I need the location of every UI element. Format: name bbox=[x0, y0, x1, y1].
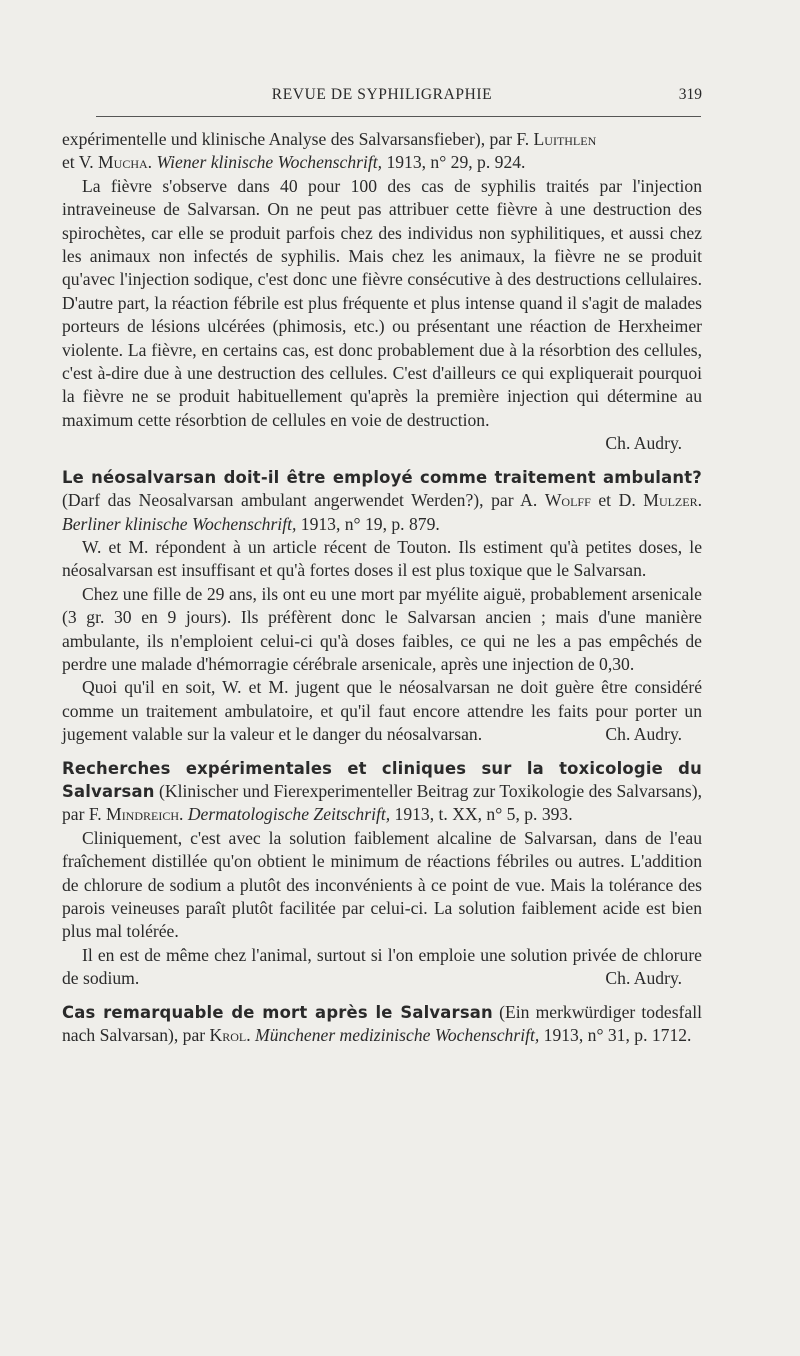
author-name: Mindreich bbox=[106, 804, 180, 825]
signature: Ch. Audry. bbox=[605, 968, 682, 989]
abstract-paragraph: W. et M. répondent à un article récent de Touton. Ils estiment qu'à petites doses, le néosalvarsan est insuffisant et qu'à fortes doses il est plus toxique que le Salvarsan. bbox=[62, 536, 702, 581]
abstract-paragraph bbox=[62, 676, 702, 746]
journal-name: Wiener klinische Wochenschrift, bbox=[156, 152, 383, 173]
journal-name: Dermatologische Zeitschrift, bbox=[187, 804, 391, 825]
abstract-paragraph: Cliniquement, c'est avec la solution faiblement alcaline de Salvarsan, dans de l'eau fraîchement distillée qu'on obtient le minimum de réactions fébriles ou autres. L'addition de chlorure de sodium a plutôt des inconvénients à ce point de vue. Mais la tolérance des parois veineuses paraît plutôt facilitée par celui-ci. La solution faiblement acide est bien plus mal tolérée. bbox=[62, 827, 702, 942]
review-entry bbox=[62, 466, 702, 747]
abstract-text: Il en est de même chez l'animal, surtout si l'on emploie une solution privée de chlorure de sodium. bbox=[62, 944, 702, 989]
citation-text: et D. bbox=[590, 490, 644, 511]
entry-title: Cas remarquable de mort après le Salvarsan bbox=[62, 1002, 493, 1022]
abstract-paragraph: La fièvre s'observe dans 40 pour 100 des cas de syphilis traités par l'injection intraveineuse de Salvarsan. On ne peut pas attribuer cette fièvre à une destruction des spirochètes, car elle se produit parfois chez des individus non syphilitiques, et aussi chez les animaux non infectés de syphilis. Mais chez les animaux, la fièvre ne se produit qu'avec l'injection sodique, c'est donc une fièvre consécutive à des destructions cellulaires. D'autre part, la réaction fébrile est plus fréquente et plus intense quand il s'agit de malades porteurs de lésions ulcérées (phimosis, etc.) ou présentant une réaction de Herxheimer violente. La fièvre, en certains cas, est donc probablement due à la résorbtion des cellules, c'est à-dire due à une destruction des cellules. C'est d'ailleurs ce qui expliquerait pourquoi la fièvre ne se produit habituellement qu'après la première injection qui détermine au maximum cette résorbtion de cellules en voie de destruction. bbox=[62, 175, 702, 430]
signature: Ch. Audry. bbox=[605, 724, 682, 745]
intro-citation-text-2: et V. bbox=[62, 152, 99, 173]
author-name: Wolff bbox=[544, 490, 591, 511]
entry-title: Le néosalvarsan doit-il être employé comme traitement ambulant? bbox=[62, 467, 702, 487]
original-title: (Klinischer und Fierexperimenteller Beitrag zur Toxikologie des Salvarsans), par F. bbox=[62, 780, 702, 825]
review-entry bbox=[62, 1001, 702, 1048]
header-rule bbox=[96, 116, 701, 117]
citation-ref: 1913, n° 29, p. 924. bbox=[382, 152, 526, 173]
abstract-text: Quoi qu'il en soit, W. et M. jugent que le néosalvarsan ne doit guère être considéré comme un traitement ambulatoire, et qu'il faut encore attendre les faits pour porter un jugement valable sur la valeur et le danger du néosalvarsan. bbox=[62, 677, 702, 745]
journal-title: REVUE DE SYPHILIGRAPHIE bbox=[271, 86, 493, 103]
citation-ref: 1913, n° 19, p. 879. bbox=[296, 513, 440, 534]
running-head bbox=[62, 86, 702, 108]
page-body bbox=[62, 128, 702, 1047]
entry-title: Recherches expérimentales et cliniques sur la toxicologie du Salvarsan bbox=[62, 758, 702, 801]
abstract-paragraph: Chez une fille de 29 ans, ils ont eu une mort par myélite aiguë, probablement arsenicale (3 gr. 30 en 9 jours). Ils préfèrent donc le Salvarsan ancien ; mais d'une manière ambulante, ils n'emploient celui-ci qu'à doses faibles, ce qui ne les a pas empêchés de perdre une malade d'hémorragie cérébrale arsenicale, après une injection de 0,30. bbox=[62, 583, 702, 674]
citation-ref: 1913, t. XX, n° 5, p. 393. bbox=[390, 804, 573, 825]
entry-citation bbox=[62, 466, 702, 536]
author-name: Krol bbox=[209, 1025, 247, 1046]
signature-text: Ch. Audry. bbox=[605, 433, 682, 454]
citation-text: . bbox=[179, 804, 188, 825]
author-name: Mulzer bbox=[643, 490, 698, 511]
original-title: (Darf das Neosalvarsan ambulant angerwendet Werden?), par A. bbox=[62, 490, 545, 511]
review-entry bbox=[62, 757, 702, 991]
intro-citation-text: expérimentelle und klinische Analyse des Salvarsansfieber), par F. bbox=[62, 129, 534, 149]
citation-text: . bbox=[697, 490, 703, 511]
citation-ref: 1913, n° 31, p. 1712. bbox=[539, 1025, 692, 1046]
entry-citation bbox=[62, 1001, 702, 1048]
intro-citation: expérimentelle und klinische Analyse des Salvarsansfieber), par F. Luithlen et V. Mucha. Wiener klinische Wochenschrift, 1913, n° 29, p. 924. bbox=[62, 129, 597, 173]
citation-text: . bbox=[246, 1025, 256, 1046]
abstract-paragraph bbox=[62, 944, 702, 991]
author-name: Mucha bbox=[98, 152, 148, 173]
author-name: Luithlen bbox=[533, 129, 597, 149]
journal-name: Berliner klinische Wochenschrift, bbox=[62, 513, 297, 534]
page-number: 319 bbox=[678, 86, 702, 103]
journal-name: Münchener medizinische Wochenschrift, bbox=[255, 1025, 540, 1046]
signature bbox=[62, 432, 702, 455]
entry-citation bbox=[62, 757, 702, 827]
original-title: (Ein merkwürdiger todesfall nach Salvarsan), par bbox=[62, 1001, 702, 1046]
